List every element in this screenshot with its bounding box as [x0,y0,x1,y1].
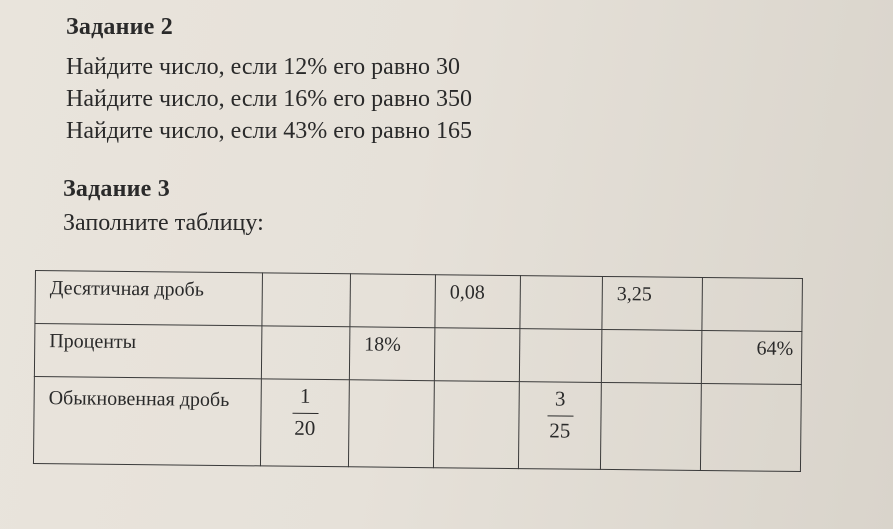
percent-cell-2: 18% [349,327,435,381]
percent-cell-4 [519,329,602,383]
decimal-cell-2 [350,274,436,328]
fraction-cell-6 [700,383,801,471]
decimal-cell-6 [702,277,803,331]
task-3-instruction: Заполните таблицу: [63,210,264,236]
table-row-decimal [35,271,803,332]
task-2-line-1: Найдите число, если 12% его равно 30 [66,54,461,80]
fraction-numerator: 3 [554,386,566,411]
fraction-numerator: 1 [299,383,311,408]
decimal-cell-1 [262,273,351,327]
fraction-bar [292,413,318,414]
fraction-1-20 [292,383,319,440]
percent-cell-1 [261,326,350,380]
fraction-denominator: 20 [294,415,316,440]
percent-cell-5 [601,329,702,383]
decimal-cell-3: 0,08 [435,275,521,329]
percent-cell-3 [434,328,520,382]
task-3-title: Задание 3 [63,176,170,202]
fraction-cell-3 [433,381,519,469]
row-label-percent: Проценты [34,324,262,379]
row-label-decimal: Десятичная дробь [35,271,263,326]
table-row-fraction [33,376,801,471]
percent-cell-6: 64% [701,330,802,384]
fraction-bar [547,415,573,416]
decimal-cell-4 [520,276,603,330]
fraction-cell-2 [348,380,434,468]
task-2-line-3: Найдите число, если 43% его равно 165 [66,118,473,144]
conversion-table [33,270,803,472]
fraction-cell-4 [518,382,601,470]
task-2-title: Задание 2 [66,14,173,40]
fraction-denominator: 25 [549,418,571,443]
fraction-cell-5 [600,382,701,470]
table-row-percent [34,324,802,385]
task-2-line-2: Найдите число, если 16% его равно 350 [66,86,473,112]
row-label-fraction: Обыкновенная дробь [33,376,261,465]
fraction-3-25 [547,388,574,441]
decimal-cell-5: 3,25 [602,276,703,330]
fraction-cell-1 [260,379,349,467]
